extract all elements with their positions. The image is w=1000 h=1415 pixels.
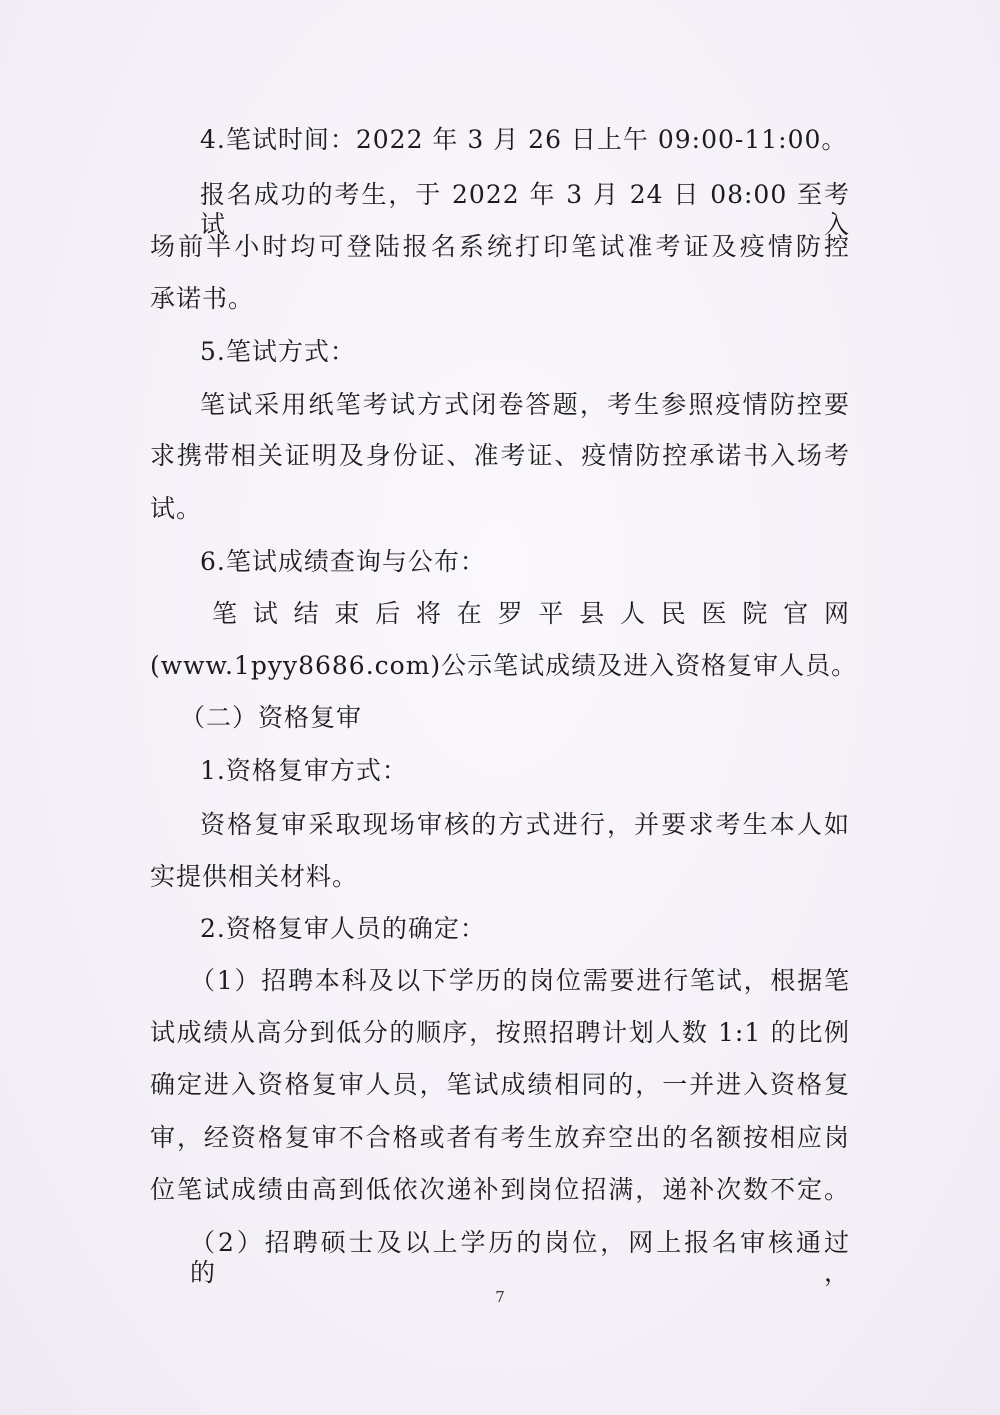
paragraph-line: (www.1pyy8686.com)公示笔试成绩及进入资格复审人员。 — [150, 651, 858, 680]
paragraph-line: 求携带相关证明及身份证、准考证、疫情防控承诺书入场考 — [150, 441, 850, 470]
paragraph-line: 报名成功的考生，于 2022 年 3 月 24 日 08:00 至考试入 — [200, 180, 850, 239]
exam-method-heading: 5.笔试方式： — [200, 337, 356, 366]
paragraph-line: 确定进入资格复审人员，笔试成绩相同的，一并进入资格复 — [150, 1070, 850, 1099]
score-query-heading: 6.笔试成绩查询与公布： — [200, 547, 486, 576]
review-personnel-heading: 2.资格复审人员的确定： — [200, 914, 486, 943]
paragraph-line: （1）招聘本科及以下学历的岗位需要进行笔试，根据笔 — [190, 966, 850, 995]
section-heading: （二）资格复审 — [180, 703, 363, 732]
paragraph-line: 试成绩从高分到低分的顺序，按照招聘计划人数 1:1 的比例 — [150, 1018, 850, 1047]
paragraph-line: 审，经资格复审不合格或者有考生放弃空出的名额按相应岗 — [150, 1123, 850, 1152]
paragraph-line: 场前半小时均可登陆报名系统打印笔试准考证及疫情防控 — [150, 232, 850, 261]
paragraph-line: （2）招聘硕士及以上学历的岗位，网上报名审核通过的， — [190, 1228, 850, 1287]
paragraph-line: 试。 — [150, 494, 203, 523]
review-method-heading: 1.资格复审方式： — [200, 756, 408, 785]
paragraph-line: 资格复审采取现场审核的方式进行，并要求考生本人如 — [200, 810, 850, 839]
paragraph-line: 位笔试成绩由高到低依次递补到岗位招满，递补次数不定。 — [150, 1175, 850, 1204]
paragraph-line: 笔 试 结 束 后 将 在 罗 平 县 人 民 医 院 官 网 — [212, 599, 850, 628]
paragraph-line: 笔试采用纸笔考试方式闭卷答题，考生参照疫情防控要 — [200, 390, 850, 419]
paragraph-line: 承诺书。 — [150, 284, 255, 313]
paragraph-line: 实提供相关材料。 — [150, 862, 359, 891]
exam-time-heading: 4.笔试时间：2022 年 3 月 26 日上午 09:00-11:00。 — [200, 125, 848, 154]
page-number: 7 — [495, 1288, 505, 1306]
